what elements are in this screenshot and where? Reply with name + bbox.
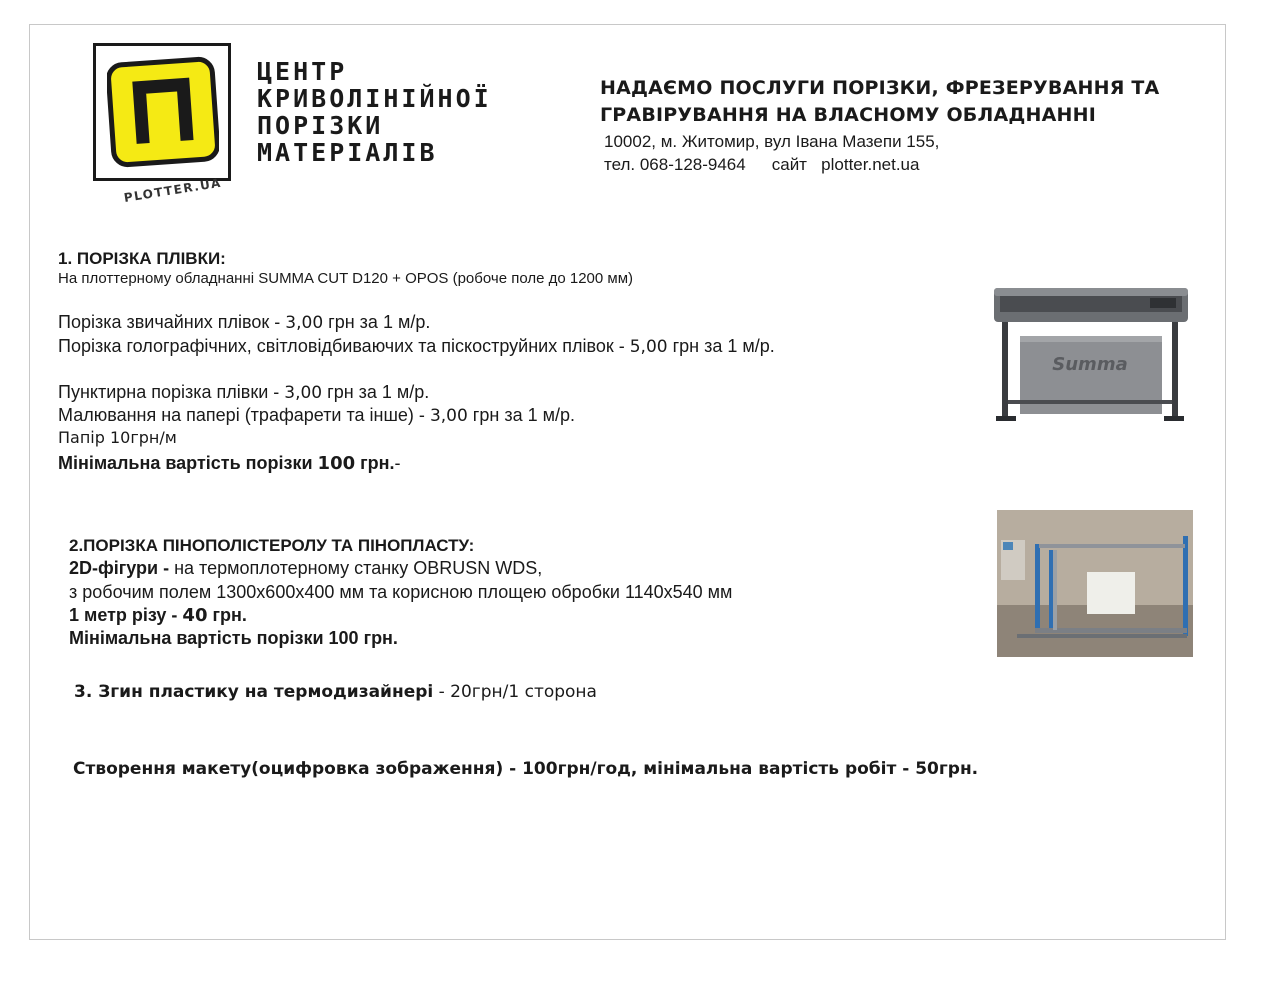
services-line: НАДАЄМО ПОСЛУГИ ПОРІЗКИ, ФРЕЗЕРУВАННЯ ТА [600,77,1160,99]
price-label: Малювання на папері (трафарети та інше) - [58,405,430,425]
price-unit: грн за 1 м/р. [322,382,430,402]
phone: тел. 068-128-9464 [604,155,746,174]
logo-title-line: КРИВОЛІНІЙНОЇ [257,84,492,113]
foam-cutter-image [997,510,1193,657]
logo-title-line: ЦЕНТР [257,57,348,86]
site-label: сайт [771,155,807,174]
address: 10002, м. Житомир, вул Івана Мазепи 155, [604,132,940,151]
minimum-value: 100 [317,453,356,474]
summa-brand-label: Summa [1052,354,1128,375]
price-line-drawing [58,405,575,426]
price-label: Порізка звичайних плівок - [58,312,286,332]
logo-p-icon [107,56,219,168]
section2-line1-bold: 2D-фігури - [69,558,175,578]
price-line-plain-film [58,312,430,333]
section2-line2: з робочим полем 1300х600х400 мм та корисною площею обробки 1140х540 мм [69,582,733,602]
summa-plotter-image [990,282,1190,434]
services-heading [600,75,1159,129]
site-link[interactable]: plotter.net.ua [821,155,920,174]
price-label: Пунктирна порізка плівки - [58,382,285,402]
price-unit: грн за 1 м/р. [323,312,431,332]
logo-title-line: ПОРІЗКИ [257,111,384,140]
logo-site-text: PLOTTER.UA [122,175,223,205]
section2-title: 2.ПОРІЗКА ПІНОПОЛІСТЕРОЛУ ТА ПІНОПЛАСТУ: [69,536,475,555]
price-label: Порізка голографічних, світловідбиваючих та піскоструйних плівок - [58,336,630,356]
price-label: 1 метр різу - [69,605,183,625]
price-value: 3,00 [429,406,468,426]
price-unit: грн за 1 м/р. [667,336,775,356]
section2-line3 [69,605,247,626]
section3-line [74,682,597,702]
phone-site-line [604,153,939,176]
logo-title-line: МАТЕРІАЛІВ [257,138,438,167]
price-value: 3,00 [284,383,323,403]
price-line-dotted-cut [58,382,429,403]
logo-title [257,58,492,166]
minimum-dash: - [394,453,401,473]
section3-rest: - 20грн/1 сторона [433,682,597,702]
price-value: 3,00 [285,313,324,333]
price-line-holo-film [58,336,775,357]
contact-block [604,130,939,176]
services-line: ГРАВІРУВАННЯ НА ВЛАСНОМУ ОБЛАДНАННІ [600,104,1096,126]
section1-title: 1. ПОРІЗКА ПЛІВКИ: [58,249,226,268]
paper-price: Папір 10грн/м [58,428,177,447]
price-unit: грн за 1 м/р. [467,405,575,425]
minimum-label: Мінімальна вартість порізки [58,453,318,473]
price-value: 40 [182,605,208,626]
minimum-unit: грн. [355,453,395,473]
section3-bold: 3. Згин пластику на термодизайнері [74,682,434,702]
section1-subtitle: На плоттерному обладнанні SUMMA CUT D120 + OPOS (робоче поле до 1200 мм) [58,270,634,287]
section4-line: Створення макету(оцифровка зображення) - 100грн/год, мінімальна вартість робіт - 50грн. [73,759,979,779]
section2-line1 [69,558,542,579]
section2-line1-rest: на термоплотерному станку OBRUSN WDS, [174,558,543,578]
price-unit: грн. [207,605,247,625]
price-value: 5,00 [629,337,668,357]
section1-minimum [58,453,401,474]
section2-minimum: Мінімальна вартість порізки 100 грн. [69,628,398,648]
